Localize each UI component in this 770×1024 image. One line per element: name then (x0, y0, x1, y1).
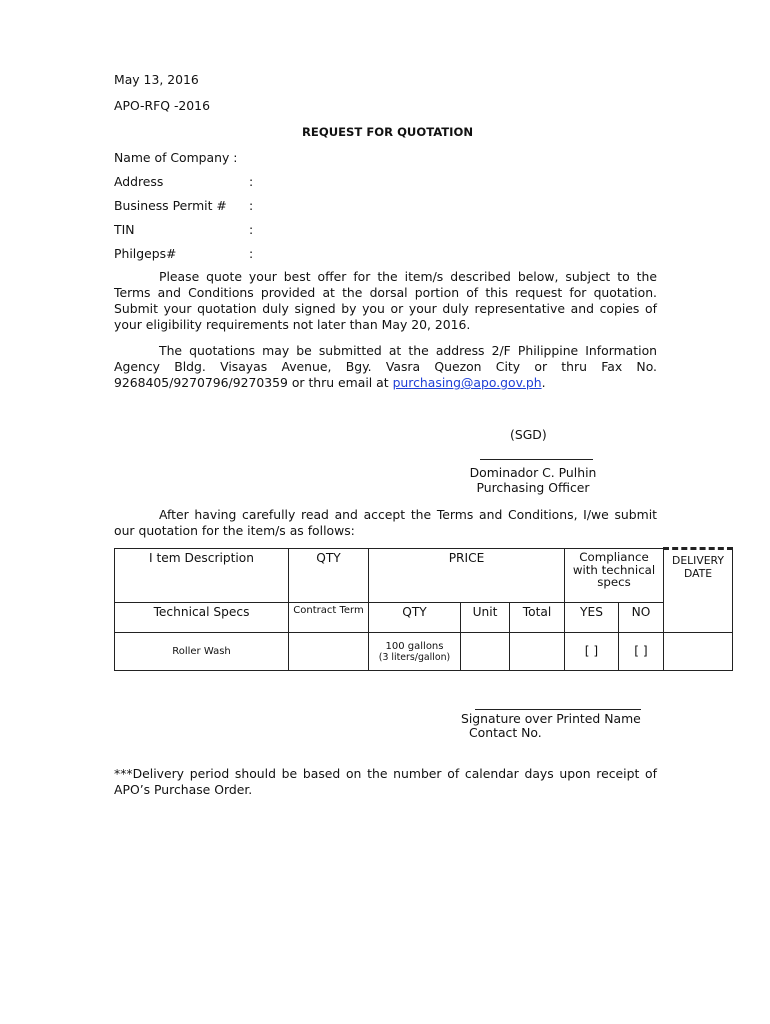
subheader-yes: YES (565, 603, 619, 633)
subheader-contract-term: Contract Term (289, 603, 369, 633)
delivery-date-cell (664, 633, 733, 671)
subheader-technical-specs: Technical Specs (115, 603, 289, 633)
delivery-footnote: ***Delivery period should be based on the number of calendar days upon receipt of APO’s Purchase Order. (114, 766, 657, 797)
subheader-total: Total (510, 603, 565, 633)
header-item-description: I tem Description (115, 549, 289, 603)
intro-paragraph (114, 269, 657, 333)
signature-label: Signature over Printed Name (461, 711, 641, 726)
field-tin-colon: : (249, 222, 254, 237)
table-header-row (115, 549, 733, 603)
acceptance-paragraph (114, 507, 657, 539)
item-name-cell: Roller Wash (115, 633, 289, 671)
contract-term-cell (289, 633, 369, 671)
table-row (115, 633, 733, 671)
acceptance-text: After having carefully read and accept the Terms and Conditions, I/we submit our quotation for the item/s as follows: (114, 507, 657, 538)
qty-cell (369, 633, 461, 671)
field-address-colon: : (249, 174, 254, 189)
email-link[interactable]: purchasing@apo.gov.ph (392, 375, 542, 390)
bidder-signature-line (475, 709, 641, 710)
intro-text: Please quote your best offer for the item/s described below, subject to the Terms and Conditions provided at the dorsal portion of this request for quotation. Submit your quotation duly signed by you or your duly representative and copies of your eligibility requirements not later than May 20, 2016. (114, 269, 657, 332)
header-compliance: Compliance with technical specs (565, 549, 664, 603)
quotation-table (114, 547, 733, 671)
qty-amount: 100 gallons (385, 640, 444, 652)
header-price: PRICE (369, 549, 565, 603)
unit-cell (461, 633, 510, 671)
submission-text: The quotations may be submitted at the address 2/F Philippine Information Agency Bldg. Visayas Avenue, Bgy. Vasra Quezon City or thru Fax No. 9268405/9270796/9270359 or thru email at (114, 343, 657, 390)
signatory-position: Purchasing Officer (476, 480, 590, 495)
field-philgeps-colon: : (249, 246, 254, 261)
signatory-line (480, 459, 593, 460)
header-qty: QTY (289, 549, 369, 603)
qty-unit-note: (3 liters/gallon) (378, 651, 451, 663)
document-date: May 13, 2016 (114, 72, 199, 87)
compliance-yes-checkbox[interactable]: [ ] (565, 633, 619, 671)
signatory-name: Dominador C. Pulhin (469, 465, 597, 480)
submission-suffix: . (541, 375, 546, 390)
reference-number: APO-RFQ -2016 (114, 98, 210, 113)
total-cell (510, 633, 565, 671)
contact-label: Contact No. (469, 725, 542, 740)
field-business-permit-colon: : (249, 198, 254, 213)
field-philgeps: Philgeps# (114, 246, 177, 261)
subheader-qty: QTY (369, 603, 461, 633)
field-tin: TIN (114, 222, 135, 237)
compliance-no-checkbox[interactable]: [ ] (619, 633, 664, 671)
header-delivery-date: DELIVERY DATE (664, 549, 733, 633)
table-subheader-row (115, 603, 733, 633)
sgd-mark: (SGD) (510, 427, 547, 442)
subheader-unit: Unit (461, 603, 510, 633)
field-business-permit: Business Permit # (114, 198, 227, 213)
field-name-of-company: Name of Company : (114, 150, 238, 165)
submission-paragraph (114, 343, 657, 391)
document-title: REQUEST FOR QUOTATION (302, 125, 474, 139)
field-address: Address (114, 174, 164, 189)
subheader-no: NO (619, 603, 664, 633)
